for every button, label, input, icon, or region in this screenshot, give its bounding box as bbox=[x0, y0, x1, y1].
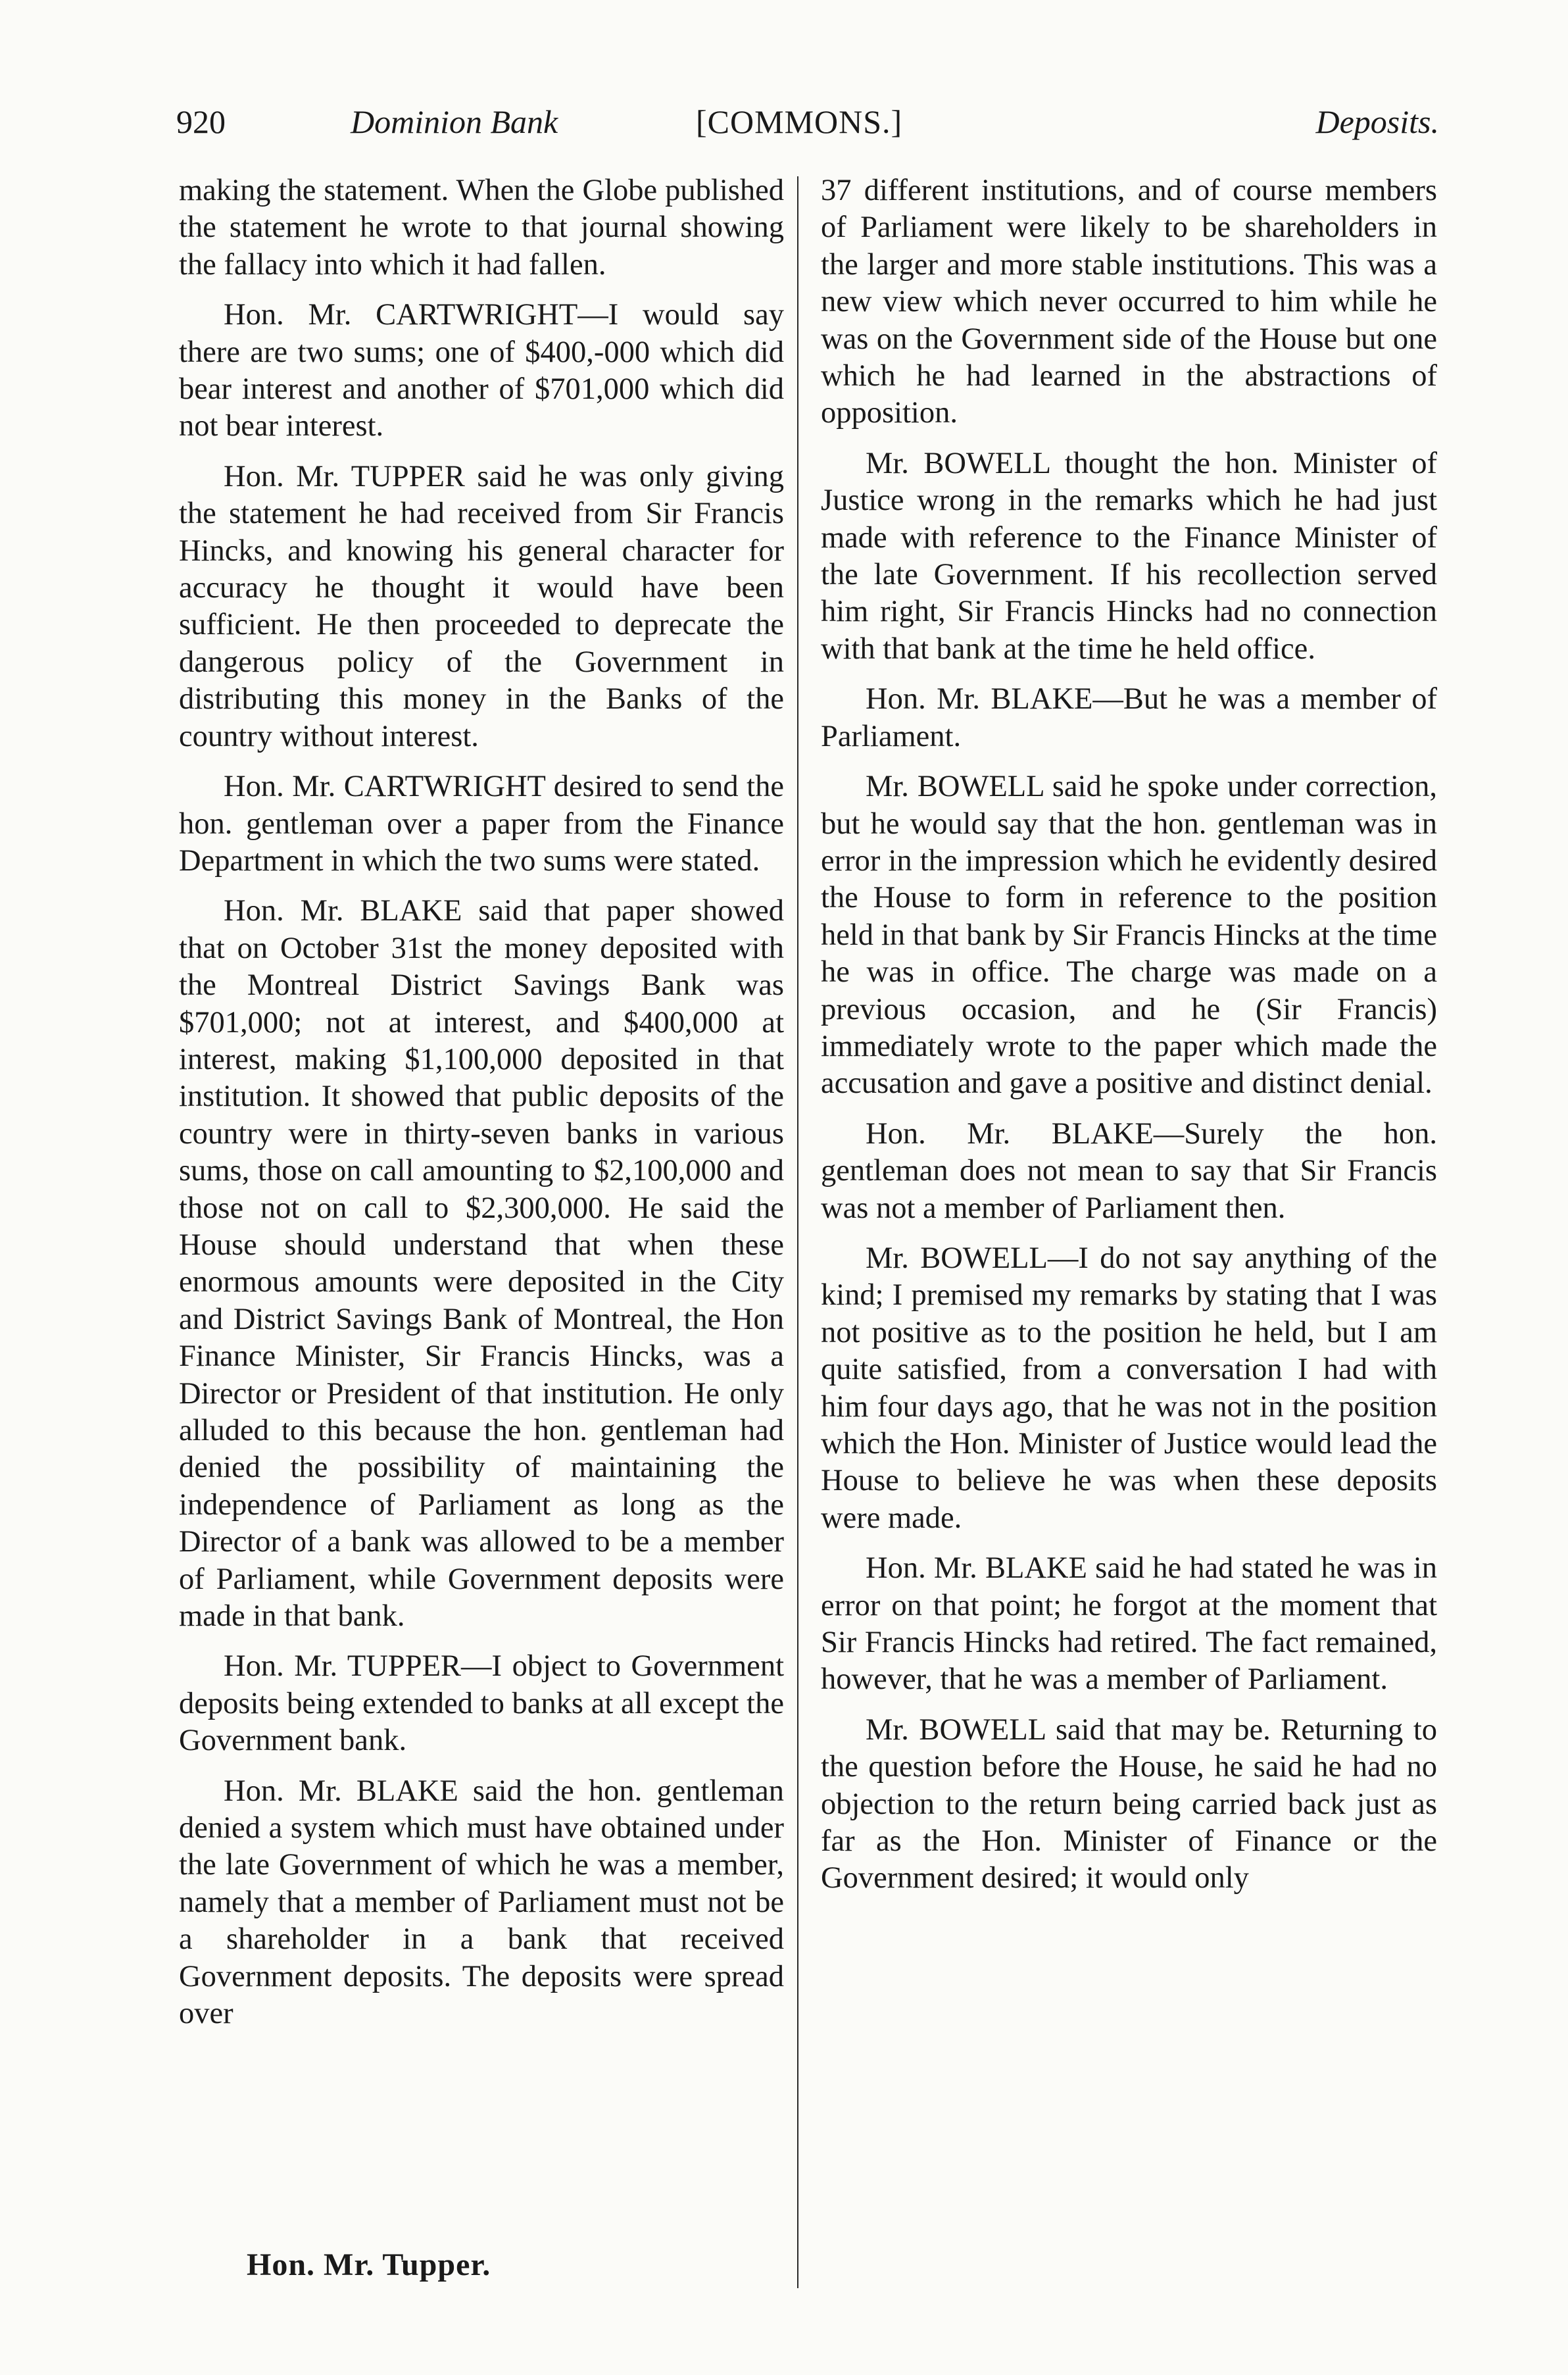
right-paragraph-6: Mr. BOWELL—I do not say anything of the kind; I premised my remarks by stating that I was not positive as to the position he held, but I am quite satisfied, from a conversation I had with him four days ago, that he was not in the position which the Hon. Minister of Justice would lead the House to believe he was when these deposits were made. bbox=[821, 1241, 1437, 1535]
right-paragraph-2: Mr. BOWELL thought the hon. Minister of Justice wrong in the remarks which he had just made with reference to the Finance Minister of the late Government. If his recollection served him right, Sir Francis Hincks had no connection with that bank at the time he held office. bbox=[821, 446, 1437, 666]
column-divider bbox=[797, 176, 798, 2288]
right-paragraph-5: Hon. Mr. BLAKE—Surely the hon. gentleman does not mean to say that Sir Francis was not a member of Parliament then. bbox=[821, 1116, 1437, 1225]
header-center-title: [COMMONS.] bbox=[696, 103, 903, 140]
right-column bbox=[821, 172, 1437, 1911]
right-paragraph-7: Hon. Mr. BLAKE said he had stated he was in error on that point; he forgot at the moment that Sir Francis Hincks had retired. The fact remained, however, that he was a member of Parliament. bbox=[821, 1551, 1437, 1697]
left-paragraph-6: Hon. Mr. TUPPER—I object to Government deposits being extended to banks at all except the Government bank. bbox=[179, 1649, 784, 1758]
left-paragraph-5: Hon. Mr. BLAKE said that paper showed that on October 31st the money deposited with the Montreal District Savings Bank was $701,000; not at interest, and $400,000 at interest, making $1,100,000 deposited in that institution. It showed that public deposits of the country were in thirty-seven banks in various sums, those on call amounting to $2,100,000 and those not on call to $2,300,000. He said the House should understand that when these enormous amounts were deposited in the City and District Savings Bank of Montreal, the Hon Finance Minister, Sir Francis Hincks, was a Director or President of that institution. He only alluded to this because the hon. gentleman had denied the possibility of maintaining the independence of Parliament as long as the Director of a bank was allowed to be a member of Parliament, while Government deposits were made in that bank. bbox=[179, 894, 784, 1634]
header-right-title: Deposits. bbox=[1315, 103, 1439, 140]
left-paragraph-2: Hon. Mr. CARTWRIGHT—I would say there are two sums; one of $400,-000 which did bear interest and another of $701,000 which did not bear interest. bbox=[179, 298, 784, 443]
left-paragraph-4: Hon. Mr. CARTWRIGHT desired to send the hon. gentleman over a paper from the Finance Department in which the two sums were stated. bbox=[179, 770, 784, 878]
page-footer: Hon. Mr. Tupper. bbox=[247, 2247, 491, 2282]
left-column bbox=[179, 172, 784, 2046]
right-paragraph-8: Mr. BOWELL said that may be. Returning to the question before the House, he said he had no objection to the return being carried back just as far as the Hon. Minister of Finance or the Government desired; it would only bbox=[821, 1713, 1437, 1895]
left-paragraph-7: Hon. Mr. BLAKE said the hon. gentleman denied a system which must have obtained under the late Government of which he was a member, namely that a member of Parliament must not be a shareholder in a bank that received Government deposits. The deposits were spread over bbox=[179, 1774, 784, 2031]
page-number: 920 bbox=[176, 103, 226, 140]
left-paragraph-1: making the statement. When the Globe published the statement he wrote to that journal showing the fallacy into which it had fallen. bbox=[179, 174, 784, 282]
right-paragraph-3: Hon. Mr. BLAKE—But he was a member of Parliament. bbox=[821, 682, 1437, 753]
header-left-title: Dominion Bank bbox=[351, 103, 558, 140]
running-header bbox=[176, 99, 1439, 145]
right-paragraph-4: Mr. BOWELL said he spoke under correction, but he would say that the hon. gentleman was in error in the impression which he evidently desired the House to form in reference to the position held in that bank by Sir Francis Hincks at the time he was in office. The charge was made on a previous occasion, and he (Sir Francis) immediately wrote to the paper which made the accusation and gave a positive and distinct denial. bbox=[821, 770, 1437, 1101]
right-paragraph-1: 37 different institutions, and of course members of Parliament were likely to be shareholders in the larger and more stable institutions. This was a new view which never occurred to him while he was on the Government side of the House but one which he had learned in the abstractions of opposition. bbox=[821, 174, 1437, 430]
left-paragraph-3: Hon. Mr. TUPPER said he was only giving the statement he had received from Sir Francis Hincks, and knowing his general character for accuracy he thought it would have been sufficient. He then proceeded to deprecate the dangerous policy of the Government in distributing this money in the Banks of the country without interest. bbox=[179, 459, 784, 753]
